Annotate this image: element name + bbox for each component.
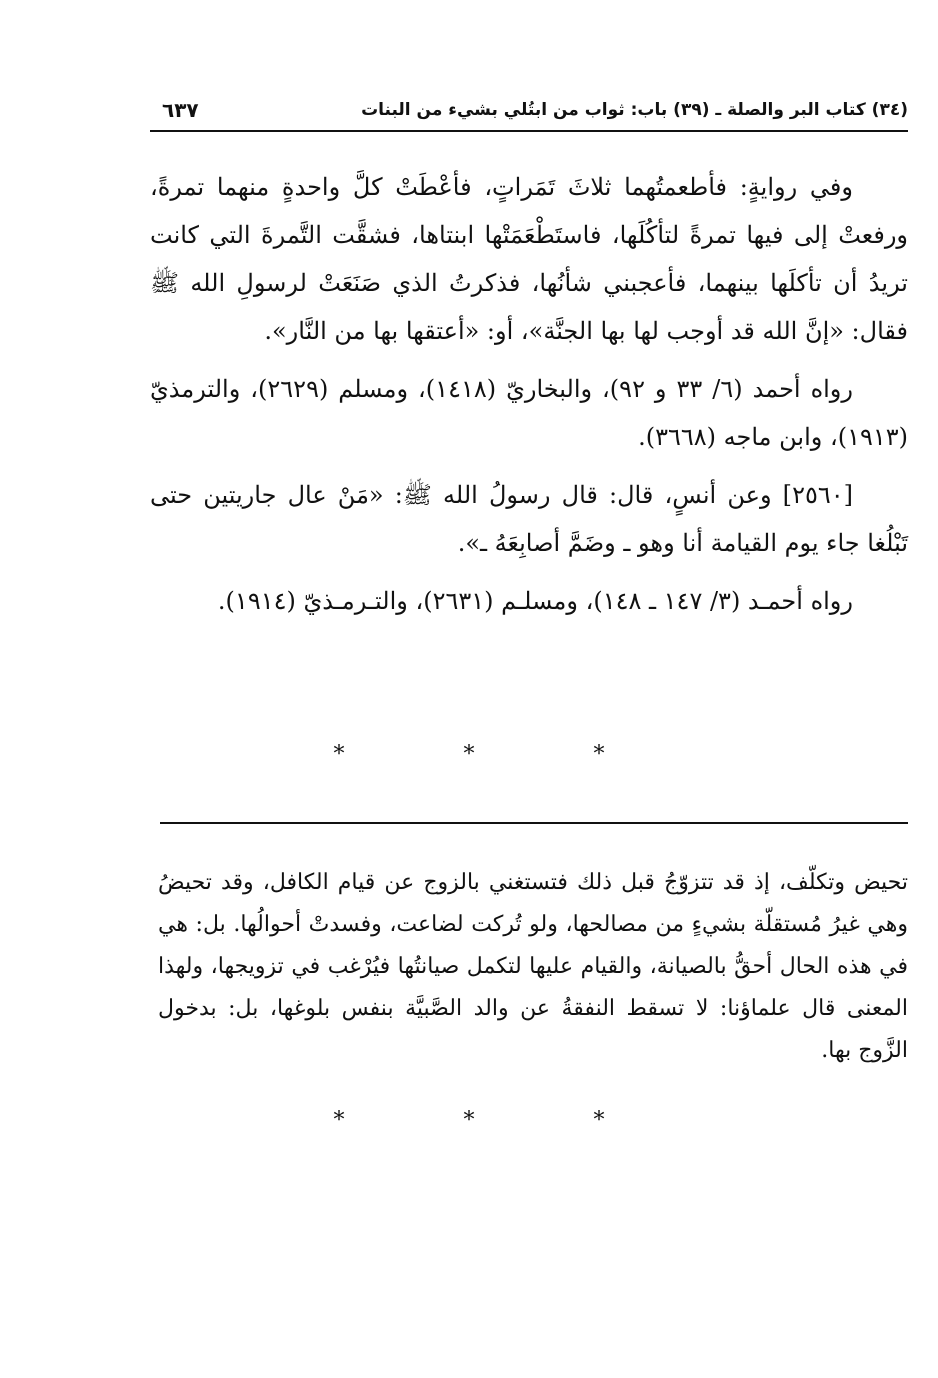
paragraph-hadith-2560: [٢٥٦٠] وعن أنسٍ، قال: قال رسولُ الله ﷺ: «مَنْ عال جاريتين حتى تَبْلُغا جاء يوم القيامة أنا وهو ـ وضَمَّ أصابِعَهُ ـ». bbox=[150, 481, 908, 557]
page-number: ٦٣٧ bbox=[162, 98, 199, 122]
paragraph-hadith-variant: وفي روايةٍ: فأطعمتُهما ثلاثَ تَمَراتٍ، فأعْطَتْ كلَّ واحدةٍ منهما تمرةً، ورفعتْ إلى فيها تمرةً لتأكُلَها، فاستَطْعَمَتْها ابنتاها، فشقَّت التَّمرةَ التي كانت تريدُ أن تأكلَها بينهما، فأعجبني شأنُها، فذكرتُ الذي صَنَعَتْ لرسولِ الله ﷺ فقال: «إنَّ الله قد أوجب لها بها الجنَّة»، أو: «أعتقها بها من النَّار». bbox=[150, 173, 908, 345]
paragraph-citation-2: رواه أحمـد (٣/ ١٤٧ ـ ١٤٨)، ومسلـم (٢٦٣١)، والتـرمـذيّ (١٩١٤). bbox=[217, 587, 853, 615]
running-title: (٣٤) كتاب البر والصلة ـ (٣٩) باب: ثواب من ابتُلي بشيء من البنات bbox=[361, 100, 908, 120]
page-header bbox=[150, 96, 908, 132]
footnote-text: تحيض وتكلّف، إذ قد تتزوّجُ قبل ذلك فتستغني بالزوج عن قيام الكافل، وقد تحيضُ وهي غيرُ مُستقلّة بشيءٍ من مصالحها، ولو تُركت لضاعت، وفسدتْ أحوالُها. بل: هي في هذه الحال أحقُّ بالصيانة، والقيام عليها لتكمل صيانتُها فيُرْغب في تزويجها، ولهذا المعنى قال علماؤنا: لا تسقط النفقةُ عن والد الصَّبيَّة بنفس بلوغها، بل: بدخول الزَّوج بها. bbox=[158, 870, 908, 1063]
main-text bbox=[150, 163, 908, 635]
footnote bbox=[158, 862, 908, 1072]
footnote-separator bbox=[160, 822, 908, 824]
footnote-divider: * * * bbox=[333, 1108, 661, 1133]
section-divider: * * * bbox=[333, 742, 661, 767]
paragraph-citation-1: رواه أحمد (٦/ ٣٣ و ٩٢)، والبخاريّ (١٤١٨)، ومسلم (٢٦٢٩)، والترمذيّ (١٩١٣)، وابن ماجه (٣٦٦٨). bbox=[150, 375, 908, 451]
